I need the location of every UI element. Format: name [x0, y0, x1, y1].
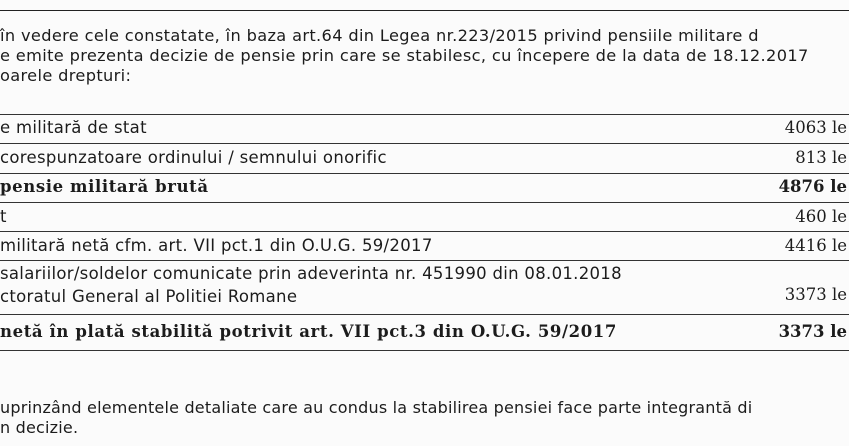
row-amount: 4876 le	[778, 177, 847, 196]
row-amount: 4416 le	[784, 236, 847, 255]
row-divider	[0, 314, 849, 315]
row-label-line2: ctoratul General al Politiei Romane	[0, 287, 298, 306]
row-label: pensie militară brută	[0, 177, 209, 196]
row-amount: 4063 le	[784, 118, 847, 137]
row-label: t	[0, 207, 7, 226]
row-divider	[0, 202, 849, 203]
row-amount: 813 le	[795, 148, 847, 167]
footer-line: n decizie.	[0, 418, 79, 437]
row-amount: 3373 le	[784, 285, 847, 304]
row-divider	[0, 173, 849, 174]
row-label: militară netă cfm. art. VII pct.1 din O.U.G. 59/2017	[0, 236, 433, 255]
row-salarii-adeverinta	[0, 264, 849, 310]
row-label: corespunzatoare ordinului / semnului onorific	[0, 148, 387, 167]
row-divider	[0, 260, 849, 261]
row-amount: 3373 le	[778, 322, 847, 341]
footer-paragraph	[0, 398, 849, 438]
row-divider	[0, 231, 849, 232]
intro-line: oarele drepturi:	[0, 66, 132, 85]
row-label: netă în plată stabilită potrivit art. VII pct.3 din O.U.G. 59/2017	[0, 322, 617, 341]
intro-line: e emite prezenta decizie de pensie prin care se stabilesc, cu începere de la data de 18.12.2017	[0, 46, 809, 65]
intro-line: în vedere cele constatate, în baza art.64 din Legea nr.223/2015 privind pensiile militare d	[0, 26, 759, 45]
row-divider	[0, 114, 849, 115]
row-divider	[0, 143, 849, 144]
intro-paragraph	[0, 26, 849, 86]
footer-line: uprinzând elementele detaliate care au condus la stabilirea pensiei face parte integrantă di	[0, 398, 753, 417]
top-rule	[0, 10, 849, 11]
row-label: e militară de stat	[0, 118, 147, 137]
row-divider	[0, 350, 849, 351]
row-amount: 460 le	[795, 207, 847, 226]
row-label-line1: salariilor/soldelor comunicate prin adeverinta nr. 451990 din 08.01.2018	[0, 264, 622, 283]
